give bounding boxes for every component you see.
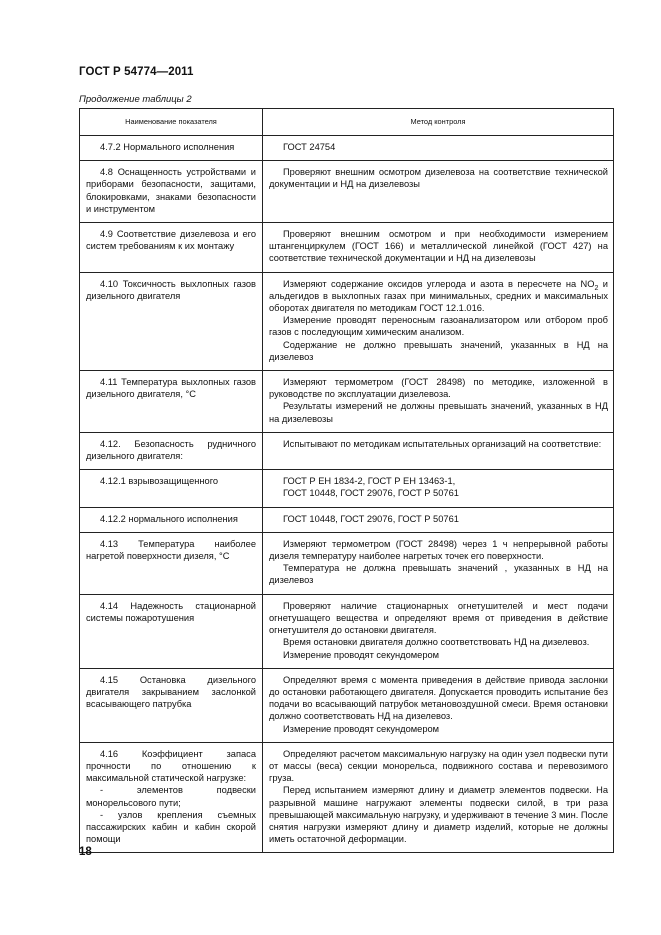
method-cell xyxy=(263,532,614,594)
method-text: ГОСТ 10448, ГОСТ 29076, ГОСТ Р 50761 xyxy=(283,513,459,524)
method-text: Измеряют термометром (ГОСТ 28498) через 1 ч непрерывной работы дизеля температуру наиболее нагретых точек его поверхности. xyxy=(269,538,608,562)
indicator-cell xyxy=(80,371,263,433)
method-text: Проверяют внешним осмотром дизелевоза на соответствие технической документации и НД на дизелевозы xyxy=(269,167,608,190)
method-text: ГОСТ Р ЕН 1834-2, ГОСТ Р ЕН 13463-1, xyxy=(283,476,456,487)
method-text: и альдегидов в выхлопных газах при минимальных, средних и максимальных оборотах двигателя по методикам ГОСТ 12.1.016. xyxy=(269,278,608,314)
method-text: Испытывают по методикам испытательных организаций на соответствие: xyxy=(283,438,602,449)
method-text: Измеряют термометром (ГОСТ 28498) по методике, изложенной в руководстве по эксплуатации дизелевоза. xyxy=(269,377,608,400)
indicator-cell xyxy=(80,272,263,370)
indicator-text: - узлов крепления съемных пассажирских кабин и кабин скорой помощи xyxy=(86,809,256,845)
table-row xyxy=(80,507,614,532)
method-cell xyxy=(263,223,614,273)
column-header-method: Метод контроля xyxy=(263,109,614,136)
control-methods-table xyxy=(79,108,614,853)
method-text: ГОСТ 24754 xyxy=(283,142,336,152)
indicator-text: 4.12.2 нормального исполнения xyxy=(100,513,238,524)
indicator-cell xyxy=(80,161,263,223)
method-text: Измерение проводят переносным газоанализатором или отбором проб газов с последующим химическим анализом. xyxy=(269,315,608,338)
table-row xyxy=(80,161,614,223)
indicator-text: 4.7.2 Нормального исполнения xyxy=(100,142,235,152)
indicator-cell xyxy=(80,432,263,469)
table-row xyxy=(80,136,614,161)
method-text: Результаты измерений не должны превышать значений, указанных в НД на дизелевозы xyxy=(269,401,608,424)
indicator-cell xyxy=(80,532,263,594)
method-cell xyxy=(263,136,614,161)
indicator-text: 4.12. Безопасность рудничного дизельного двигателя: xyxy=(86,438,256,462)
indicator-text: 4.16 Коэффициент запаса прочности по отношению к максимальной статической нагрузке: xyxy=(86,748,256,784)
method-cell xyxy=(263,742,614,853)
method-text: Содержание не должно превышать значений, указанных в НД на дизелевоз xyxy=(269,339,608,362)
method-text: Определяют время с момента приведения в действие привода заслонки до остановки работающего двигателя. Допускается проводить испытание без подачи во всасывающий патрубок метановоздушной смеси. Время остановки должно соответствовать НД на дизелевоз. xyxy=(269,674,608,722)
indicator-cell xyxy=(80,223,263,273)
indicator-text: 4.9 Соответствие дизелевоза и его систем требованиям к их монтажу xyxy=(86,229,256,252)
method-text: Измерение проводят секундомером xyxy=(283,649,440,660)
indicator-cell xyxy=(80,136,263,161)
method-cell xyxy=(263,371,614,433)
method-cell xyxy=(263,507,614,532)
indicator-text: - элементов подвески монорельсового пути; xyxy=(86,785,256,808)
method-cell xyxy=(263,594,614,668)
method-cell xyxy=(263,272,614,370)
indicator-cell xyxy=(80,594,263,668)
method-cell xyxy=(263,668,614,742)
document-title: ГОСТ Р 54774—2011 xyxy=(79,66,194,78)
column-header-name: Наименование показателя xyxy=(80,109,263,136)
table-header-row xyxy=(80,109,614,136)
method-text: ГОСТ 10448, ГОСТ 29076, ГОСТ Р 50761 xyxy=(283,488,459,499)
indicator-text: 4.11 Температура выхлопных газов дизельного двигателя, °С xyxy=(86,377,256,400)
table-continuation-label: Продолжение таблицы 2 xyxy=(79,94,192,105)
indicator-cell xyxy=(80,470,263,507)
method-cell xyxy=(263,432,614,469)
method-cell xyxy=(263,161,614,223)
table-row xyxy=(80,532,614,594)
method-text: Температура не должна превышать значений , указанных в НД на дизелевоз xyxy=(269,563,608,586)
indicator-text: 4.10 Токсичность выхлопных газов дизельного двигателя xyxy=(86,278,256,301)
table-row xyxy=(80,668,614,742)
indicator-text: 4.12.1 взрывозащищенного xyxy=(100,476,219,487)
indicator-cell xyxy=(80,507,263,532)
method-text: Измеряют содержание оксидов углерода и азота в пересчете на NO xyxy=(283,278,595,289)
indicator-cell xyxy=(80,742,263,853)
method-text: Проверяют внешним осмотром и при необходимости измерением штангенциркулем (ГОСТ 166) и металлической линейкой (ГОСТ 427) на соответствие технической документации и НД на дизелевозы xyxy=(269,229,608,264)
table-row xyxy=(80,742,614,853)
table-row xyxy=(80,432,614,469)
method-text: Время остановки двигателя должно соответствовать НД на дизелевоз. xyxy=(283,637,590,648)
indicator-text: 4.13 Температура наиболее нагретой поверхности дизеля, °С xyxy=(86,538,256,562)
indicator-cell xyxy=(80,668,263,742)
indicator-text: 4.15 Остановка дизельного двигателя закрыванием заслонкой всасывающего патрубка xyxy=(86,674,256,710)
table-row xyxy=(80,272,614,370)
table-row xyxy=(80,470,614,507)
table-row xyxy=(80,223,614,273)
table-row xyxy=(80,594,614,668)
method-text: Проверяют наличие стационарных огнетушителей и мест подачи огнетушащего вещества и определяют время от приведения в действие огнетушителя до остановки двигателя. xyxy=(269,600,608,636)
method-text: Определяют расчетом максимальную нагрузку на один узел подвески пути от массы (веса) секции монорельса, подвижного состава и перевозимого груза. xyxy=(269,748,608,784)
method-text: Перед испытанием измеряют длину и диаметр элементов подвески. На разрывной машине нагружают элементы подвески силой, в три раза превышающей максимальную нагрузку, и удерживают в течение 3 мин. После снятия нагрузки измеряют длину и диаметр изделий, которые не должны иметь остаточной деформации. xyxy=(269,785,608,845)
page-number: 18 xyxy=(79,846,92,858)
indicator-text: 4.8 Оснащенность устройствами и приборами безопасности, защитами, блокировками, знаками безопасности и инструментом xyxy=(86,167,256,214)
indicator-text: 4.14 Надежность стационарной системы пожаротушения xyxy=(86,600,256,623)
table-row xyxy=(80,371,614,433)
method-paragraph xyxy=(269,278,608,315)
subscript-2: 2 xyxy=(594,284,599,292)
method-text: Измерение проводят секундомером xyxy=(283,723,440,734)
method-cell xyxy=(263,470,614,507)
